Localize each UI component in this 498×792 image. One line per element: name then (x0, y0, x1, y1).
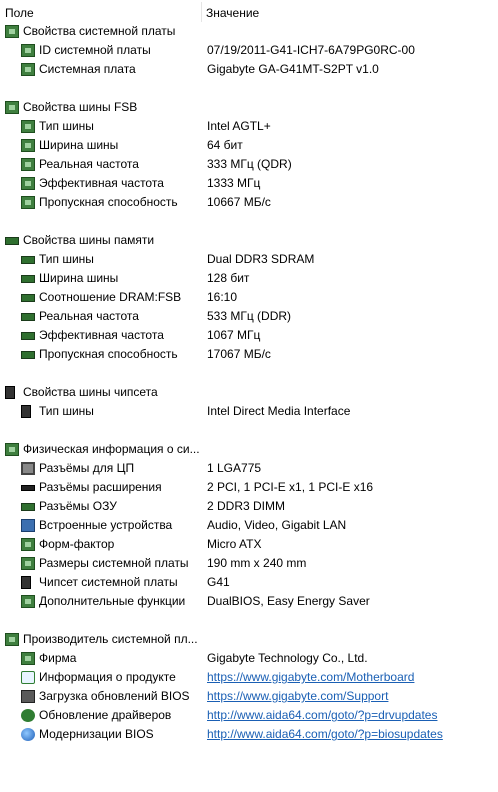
property-label: Пропускная способность (39, 347, 178, 361)
property-row[interactable] (0, 250, 498, 269)
group-title: Физическая информация о си... (23, 442, 200, 456)
property-label: Соотношение DRAM:FSB (39, 290, 182, 304)
property-row[interactable] (0, 136, 498, 155)
property-label: Встроенные устройства (39, 518, 173, 532)
group-spacer (0, 79, 498, 98)
property-value: 16:10 (207, 290, 238, 304)
property-label: Разъёмы расширения (39, 480, 162, 494)
group-header[interactable] (0, 22, 498, 41)
property-value: 128 бит (207, 271, 250, 285)
property-row[interactable] (0, 497, 498, 516)
motherboard-icon (5, 101, 19, 114)
property-value: 533 МГц (DDR) (207, 309, 292, 323)
memory-icon (21, 313, 35, 321)
property-label: Пропускная способность (39, 195, 178, 209)
property-label: Модернизации BIOS (39, 727, 154, 741)
motherboard-icon (5, 25, 19, 38)
memory-icon (21, 256, 35, 264)
property-row[interactable] (0, 307, 498, 326)
property-row[interactable] (0, 706, 498, 725)
property-value: Gigabyte Technology Co., Ltd. (207, 651, 368, 665)
property-value: 1333 МГц (207, 176, 261, 190)
property-list (0, 22, 498, 744)
property-label: Системная плата (39, 62, 136, 76)
board-icon (21, 44, 35, 57)
property-value: 10667 МБ/с (207, 195, 271, 209)
board-icon (21, 63, 35, 76)
device-icon (21, 519, 35, 532)
property-label: Фирма (39, 651, 77, 665)
property-value: Gigabyte GA-G41MT-S2PT v1.0 (207, 62, 379, 76)
property-label: Разъёмы для ЦП (39, 461, 135, 475)
property-label: Форм-фактор (39, 537, 115, 551)
board-icon (21, 595, 35, 608)
group-spacer (0, 212, 498, 231)
motherboard-icon (5, 633, 19, 646)
group-spacer (0, 364, 498, 383)
property-label: Реальная частота (39, 157, 139, 171)
property-row[interactable] (0, 592, 498, 611)
property-label: Тип шины (39, 119, 94, 133)
column-divider[interactable] (201, 2, 202, 22)
property-value: Intel AGTL+ (207, 119, 271, 133)
board-icon (21, 139, 35, 152)
board-icon (21, 652, 35, 665)
disk-icon (21, 690, 35, 703)
chip-icon (21, 576, 31, 589)
property-row[interactable] (0, 155, 498, 174)
chip-icon (5, 386, 15, 399)
memory-icon (21, 351, 35, 359)
group-title: Свойства шины чипсета (23, 385, 158, 399)
motherboard-icon (5, 443, 19, 456)
property-value: 1067 МГц (207, 328, 261, 342)
board-icon (21, 538, 35, 551)
property-row[interactable] (0, 478, 498, 497)
memory-icon (21, 275, 35, 283)
property-value: 333 МГц (QDR) (207, 157, 292, 171)
property-row[interactable] (0, 687, 498, 706)
property-row[interactable] (0, 345, 498, 364)
group-spacer (0, 421, 498, 440)
group-header[interactable] (0, 630, 498, 649)
property-label: Обновление драйверов (39, 708, 172, 722)
group-header[interactable] (0, 231, 498, 250)
property-row[interactable] (0, 459, 498, 478)
property-label: Эффективная частота (39, 176, 164, 190)
group-spacer (0, 611, 498, 630)
property-value: 64 бит (207, 138, 243, 152)
property-label: Ширина шины (39, 271, 119, 285)
board-icon (21, 158, 35, 171)
property-row[interactable] (0, 668, 498, 687)
property-label: Тип шины (39, 404, 94, 418)
property-link[interactable]: http://www.aida64.com/goto/?p=drvupdates (207, 708, 438, 722)
info-icon (21, 671, 35, 684)
group-title: Свойства шины памяти (23, 233, 155, 247)
group-title: Производитель системной пл... (23, 632, 198, 646)
memory-icon (21, 294, 35, 302)
property-label: Эффективная частота (39, 328, 164, 342)
property-value: 17067 МБ/с (207, 347, 271, 361)
property-label: Загрузка обновлений BIOS (39, 689, 190, 703)
property-row[interactable] (0, 402, 498, 421)
property-value: Audio, Video, Gigabit LAN (207, 518, 347, 532)
group-title: Свойства системной платы (23, 24, 176, 38)
property-link[interactable]: https://www.gigabyte.com/Motherboard (207, 670, 415, 684)
property-row[interactable] (0, 554, 498, 573)
group-header[interactable] (0, 98, 498, 117)
property-row[interactable] (0, 41, 498, 60)
property-value: DualBIOS, Easy Energy Saver (207, 594, 370, 608)
column-value-header[interactable]: Значение (206, 6, 260, 20)
property-label: ID системной платы (39, 43, 151, 57)
property-row[interactable] (0, 117, 498, 136)
update-icon (21, 709, 35, 722)
property-label: Реальная частота (39, 309, 139, 323)
globe-icon (21, 728, 35, 741)
memory-icon (21, 503, 35, 511)
property-link[interactable]: http://www.aida64.com/goto/?p=biosupdates (207, 727, 443, 741)
group-title: Свойства шины FSB (23, 100, 138, 114)
property-value: Dual DDR3 SDRAM (207, 252, 315, 266)
property-value: 1 LGA775 (207, 461, 262, 475)
property-row[interactable] (0, 725, 498, 744)
property-row[interactable] (0, 516, 498, 535)
board-icon (21, 557, 35, 570)
property-label: Тип шины (39, 252, 94, 266)
property-label: Информация о продукте (39, 670, 176, 684)
column-header (0, 0, 498, 22)
property-row[interactable] (0, 288, 498, 307)
property-value: 2 DDR3 DIMM (207, 499, 286, 513)
property-value: G41 (207, 575, 230, 589)
property-link[interactable]: https://www.gigabyte.com/Support (207, 689, 389, 703)
property-value: Intel Direct Media Interface (207, 404, 351, 418)
group-header[interactable] (0, 440, 498, 459)
slot-icon (21, 485, 35, 491)
property-value: 07/19/2011-G41-ICH7-6A79PG0RC-00 (207, 43, 415, 57)
property-label: Ширина шины (39, 138, 119, 152)
property-value: Micro ATX (207, 537, 262, 551)
property-label: Чипсет системной платы (39, 575, 178, 589)
property-row[interactable] (0, 535, 498, 554)
property-value: 2 PCI, 1 PCI-E x1, 1 PCI-E x16 (207, 480, 374, 494)
property-row[interactable] (0, 326, 498, 345)
board-icon (21, 177, 35, 190)
chip-icon (21, 405, 31, 418)
property-value: 190 mm x 240 mm (207, 556, 307, 570)
column-field-header[interactable]: Поле (5, 6, 34, 20)
group-header[interactable] (0, 383, 498, 402)
property-row[interactable] (0, 174, 498, 193)
property-label: Размеры системной платы (39, 556, 189, 570)
board-icon (21, 196, 35, 209)
property-row[interactable] (0, 573, 498, 592)
memory-icon (5, 237, 19, 245)
property-row[interactable] (0, 269, 498, 288)
property-row[interactable] (0, 193, 498, 212)
cpu-icon (21, 462, 35, 475)
property-row[interactable] (0, 60, 498, 79)
property-row[interactable] (0, 649, 498, 668)
property-label: Дополнительные функции (39, 594, 186, 608)
memory-icon (21, 332, 35, 340)
board-icon (21, 120, 35, 133)
property-label: Разъёмы ОЗУ (39, 499, 117, 513)
